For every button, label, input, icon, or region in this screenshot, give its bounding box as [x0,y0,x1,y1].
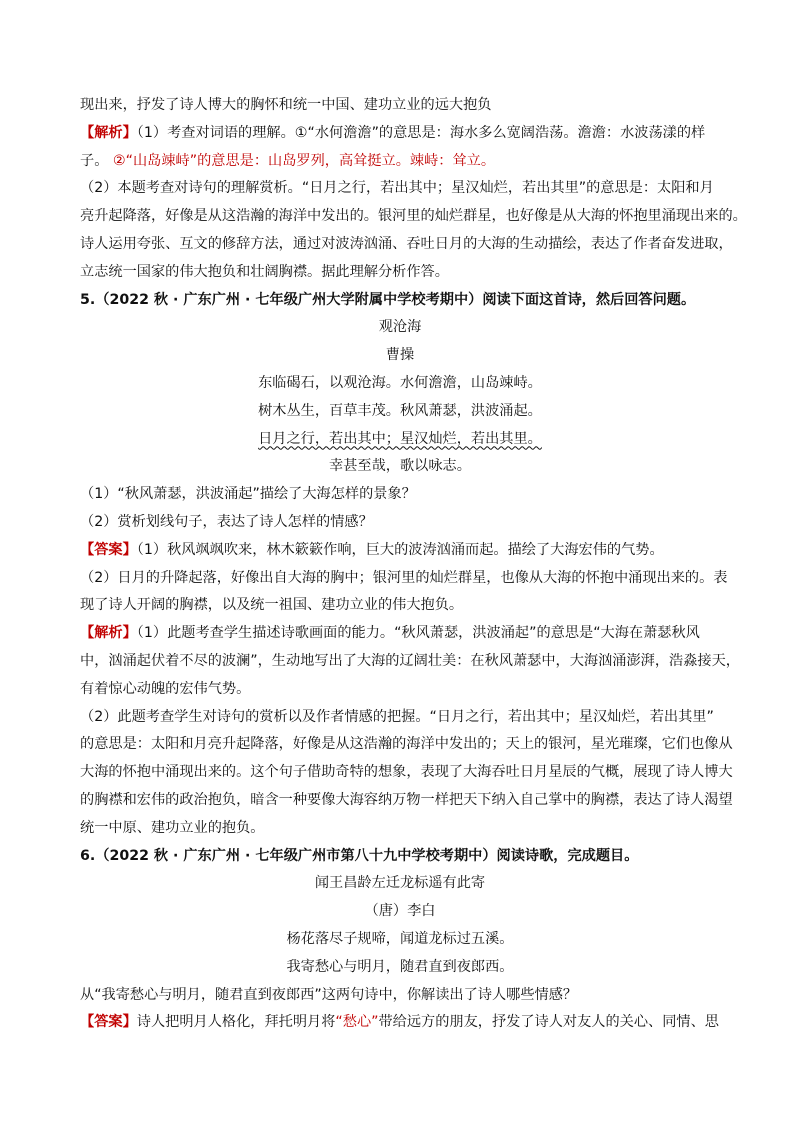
analysis-line [80,148,720,176]
analysis-line: 大海的怀抱中涌现出来的。这个句子借助奇特的想象，表现了大海吞吐日月星辰的气概，展现了诗人博大 [80,764,733,781]
analysis-line: （2）本题考查对诗句的理解赏析。“日月之行，若出其中；星汉灿烂，若出其里”的意思是：太阳和月 [80,180,714,197]
analysis-line: 中，汹涌起伏着不尽的波澜”，生动地写出了大海的辽阔壮美：在秋风萧瑟中，大海汹涌澎湃，浩淼接天， [80,652,740,669]
answer-line [80,1009,720,1037]
sub-question-2: （2）赏析划线句子，表达了诗人怎样的情感？ [80,513,373,530]
poem-author: （唐）李白 [364,903,436,920]
poem-line: 树木丛生，百草丰茂。秋风萧瑟，洪波涌起。 [258,402,542,419]
analysis-line: （2）此题考查学生对诗句的赏析以及作者情感的把握。“日月之行，若出其中；星汉灿烂，若出其里” [80,708,714,725]
answer-tag: 【答案】 [80,1014,137,1031]
sub-question-1: （1）“秋风萧瑟，洪波涌起”描绘了大海怎样的景象？ [80,486,416,503]
analysis-line: 亮升起降落，好像是从这浩瀚的海洋中发出的。银河里的灿烂群星，也好像是从大海的怀抱里涌现出来的。 [80,208,747,225]
answer-red-text: “愁心” [335,1014,379,1031]
poem-line-underlined [80,426,720,454]
poem-line: 东临碣石，以观沧海。水何澹澹，山岛竦峙。 [258,374,542,391]
poem-title: 观沧海 [378,319,422,336]
analysis-line [80,620,720,648]
question-6-header: 6.（2022 秋 · 广东广州 · 七年级广州市第八十九中学校考期中）阅读诗歌，完成题目。 [80,847,639,864]
analysis-text: 子。 [80,152,109,169]
analysis-line: 诗人运用夸张、互文的修辞方法，通过对波涛汹涌、吞吐日月的大海的生动描绘，表达了作者奋发进取， [80,235,733,252]
analysis-text: （1）考查对词语的理解。①“水何澹澹”的意思是：海水多么宽阔浩荡。澹澹：水波荡漾的样 [136,124,706,141]
underlined-poem-line: 日月之行，若出其中；星汉灿烂，若出其里。 [258,430,542,447]
poem-line: 我寄愁心与明月，随君直到夜郎西。 [286,958,514,975]
answer-text: 带给远方的朋友，抒发了诗人对友人的关心、同情、思 [378,1014,719,1031]
answer-continuation: 现出来，抒发了诗人博大的胸怀和统一中国、建功立业的远大抱负 [80,97,492,113]
answer-tag: 【答案】 [80,541,137,558]
question-text: 从“我寄愁心与明月，随君直到夜郎西”这两句诗中，你解读出了诗人哪些情感？ [80,986,578,1003]
answer-line: （2）日月的升降起落，好像出自大海的胸中；银河里的灿烂群星，也像从大海的怀抱中涌现出来的。表 [80,569,728,586]
poem-title: 闻王昌龄左迁龙标遥有此寄 [314,875,486,892]
analysis-line: 的意思是：太阳和月亮升起降落，好像是从这浩瀚的海洋中发出的；天上的银河，星光璀璨，它们也像从 [80,736,733,753]
analysis-line: 有着惊心动魄的宏伟气势。 [80,680,251,697]
poem-author: 曹操 [385,347,415,364]
question-5-header: 5.（2022 秋 · 广东广州 · 七年级广州大学附属中学校考期中）阅读下面这首诗，然后回答问题。 [80,291,696,308]
analysis-red-text: ②“山岛竦峙”的意思是：山岛罗列，高耸挺立。竦峙：耸立。 [112,152,496,169]
answer-line: 现了诗人开阔的胸襟，以及统一祖国、建功立业的伟大抱负。 [80,597,464,614]
analysis-tag: 【解析】 [80,124,137,141]
analysis-text: （1）此题考查学生描述诗歌画面的能力。“秋风萧瑟，洪波涌起”的意思是“大海在萧瑟秋风 [136,625,700,642]
answer-text: （1）秋风飒飒吹来，林木簌簌作响，巨大的波涛汹涌而起。描绘了大海宏伟的气势。 [136,541,664,558]
analysis-line: 的胸襟和宏伟的政治抱负，暗含一种要像大海容纳万物一样把天下纳入自己掌中的胸襟，表达了诗人渴望 [80,791,733,808]
analysis-line [80,120,720,148]
poem-line: 杨花落尽子规啼，闻道龙标过五溪。 [286,930,514,947]
answer-text: 诗人把明月人格化，拜托明月将 [136,1014,336,1031]
analysis-line: 立志统一国家的伟大抱负和壮阔胸襟。据此理解分析作答。 [80,263,449,280]
document-content [80,92,747,1037]
analysis-line: 统一中原、建功立业的抱负。 [80,819,265,836]
analysis-tag: 【解析】 [80,625,137,642]
poem-line: 幸甚至哉，歌以咏志。 [329,458,471,475]
answer-line [80,537,720,565]
